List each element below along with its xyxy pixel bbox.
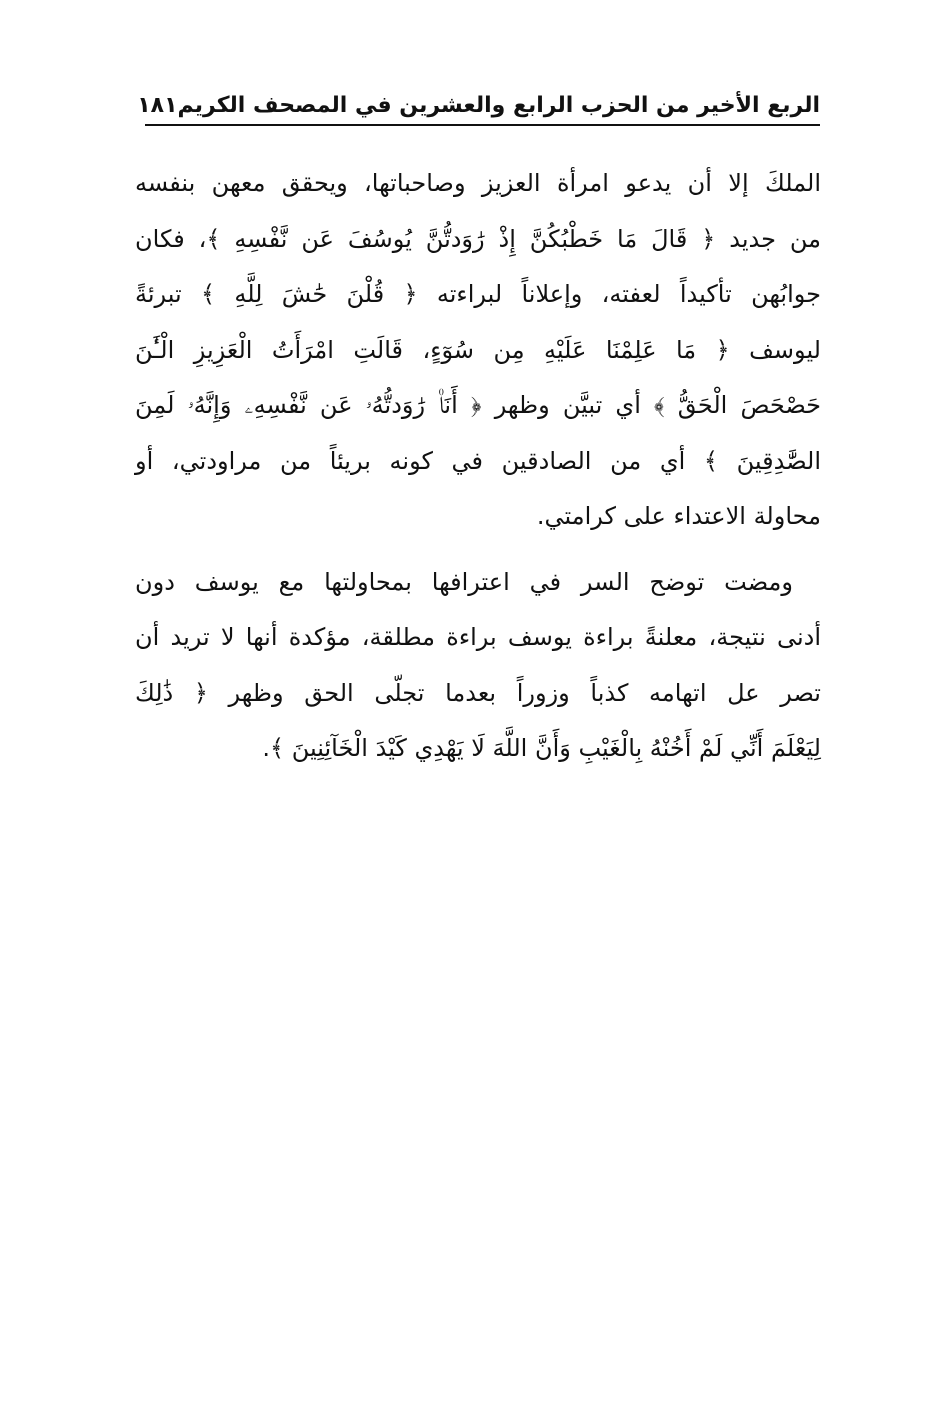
text-line: ومضت توضح السر في اعترافها بمحاولتها مع يوسف دون: [135, 567, 793, 596]
paragraph-1: [135, 156, 821, 545]
text-line: تصر عل اتهامه كذباً وزوراً بعدما تجلّى الحق وظهر ﴿ ذَٰلِكَ: [135, 678, 821, 707]
body-text: [135, 156, 821, 777]
running-header: [137, 86, 820, 126]
text-line: من جديد ﴿ قَالَ مَا خَطْبُكُنَّ إِذْ رَٰوَدتُّنَّ يُوسُفَ عَن نَّفْسِهِ ﴾، فكان: [135, 224, 821, 253]
text-line: جوابُهن تأكيداً لعفته، وإعلاناً لبراءته ﴿ قُلْنَ حَٰشَ لِلَّهِ ﴾ تبرئةً: [135, 280, 821, 308]
page-number: ١٨١: [137, 93, 178, 118]
text-line: محاولة الاعتداء على كرامتي.: [536, 502, 821, 530]
text-line: الملكَ إلا أن يدعو امرأة العزيز وصاحباتها، ويحقق معهن بنفسه: [135, 169, 821, 197]
text-line: ليوسف ﴿ مَا عَلِمْنَا عَلَيْهِ مِن سُوٓءٍ، قَالَتِ امْرَأَتُ الْعَزِيزِ الْـَٰٔنَ: [135, 335, 821, 364]
text-line: لِيَعْلَمَ أَنِّي لَمْ أَخُنْهُ بِالْغَيْبِ وَأَنَّ اللَّهَ لَا يَهْدِي كَيْدَ الْخَآئِنِينَ ﴾.: [262, 734, 821, 762]
paragraph-2: [135, 555, 821, 777]
text-line: حَصْحَصَ الْحَقُّ ﴾ أي تبيَّن وظهر ﴿ أَنَا۠ رَٰوَدتُّهُۥ عَن نَّفْسِهِۦ وَإِنَّهُۥ لَمِنَ: [135, 391, 821, 419]
running-title: الربع الأخير من الحزب الرابع والعشرين في المصحف الكريم: [177, 93, 820, 118]
text-line: الصَّٰدِقِينَ ﴾ أي من الصادقين في كونه بريئاً من مراودتي، أو: [135, 446, 821, 475]
text-line: أدنى نتيجة، معلنةً براءة يوسف براءة مطلقة، مؤكدة أنها لا تريد أن: [135, 623, 821, 651]
